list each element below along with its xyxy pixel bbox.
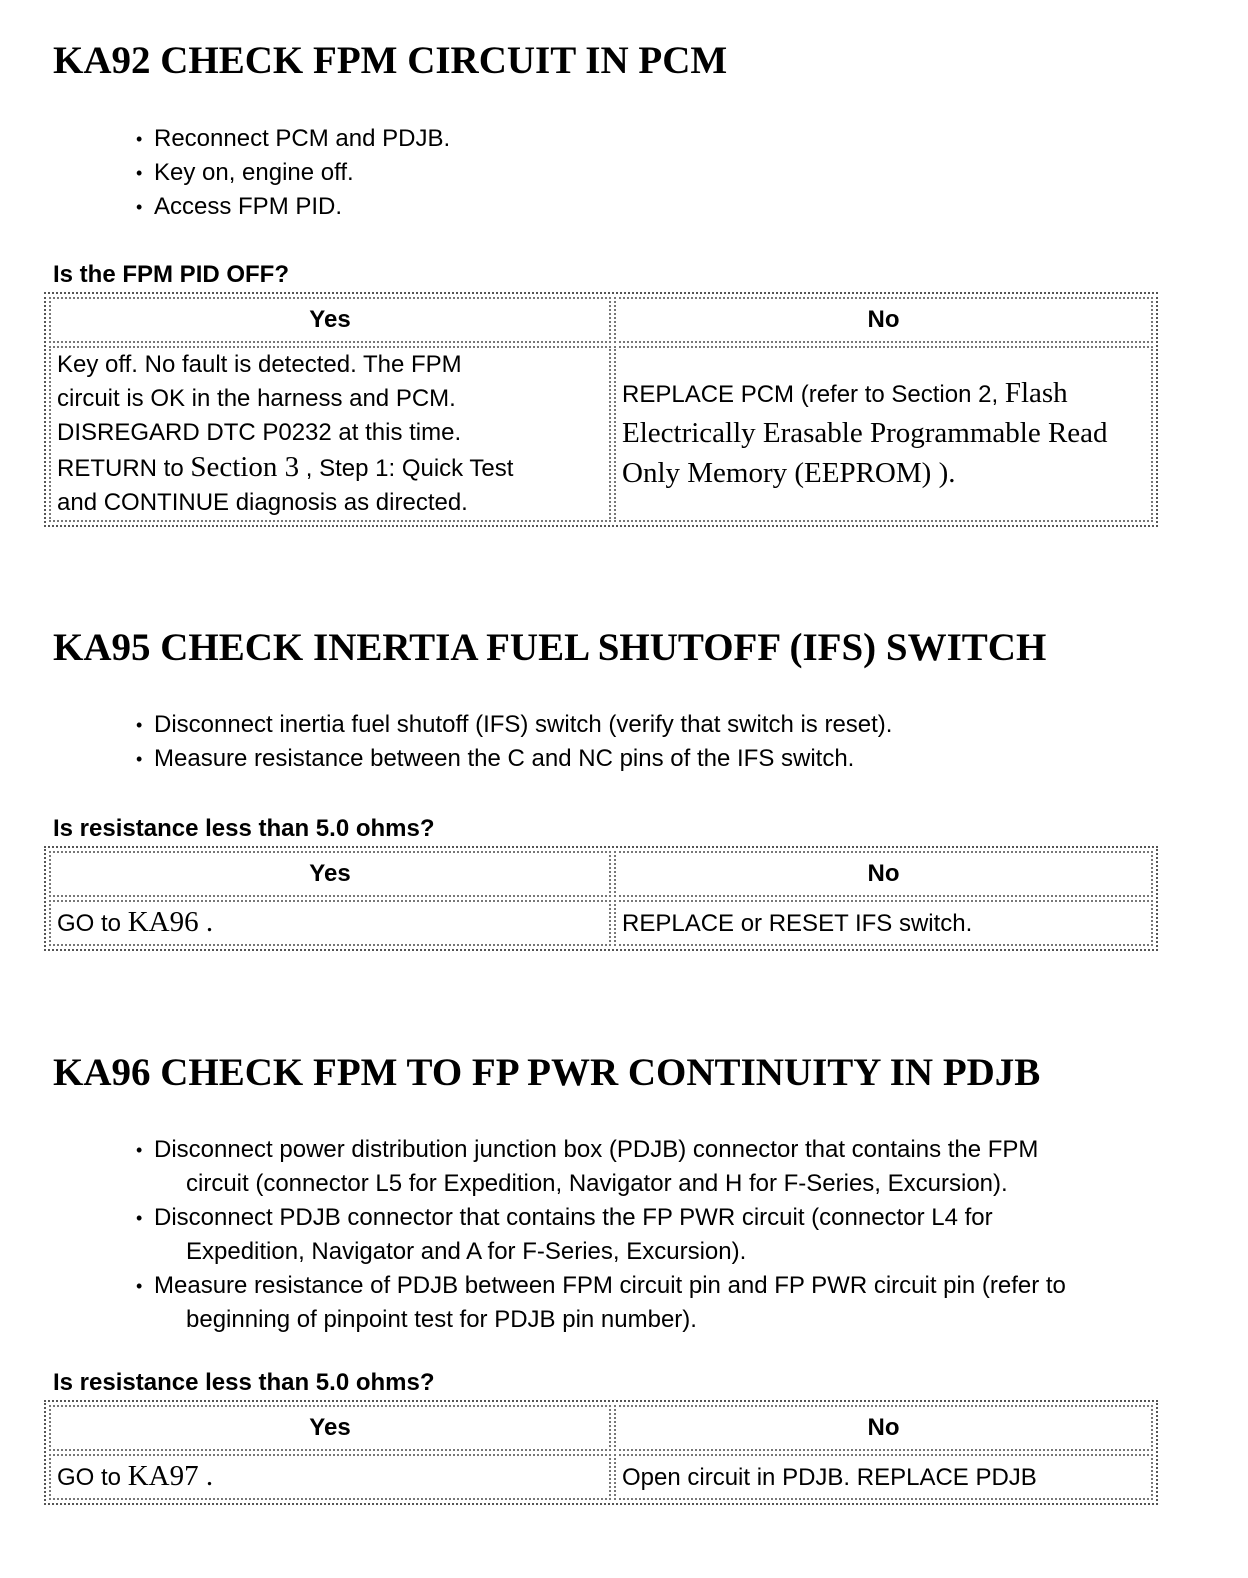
answer-table-ka95 [44, 846, 1158, 951]
yes-header: Yes [49, 1405, 611, 1451]
yes-cell [49, 1454, 611, 1500]
table-row [49, 1454, 1153, 1500]
table-header-row [49, 851, 1153, 897]
yes-line: circuit is OK in the harness and PCM. [57, 385, 456, 412]
step-item: • Access FPM PID. [136, 190, 450, 224]
step-item: • Key on, engine off. [136, 156, 450, 190]
step-line: circuit (connector L5 for Expedition, Navigator and H for F-Series, Excursion). [186, 1170, 1008, 1197]
eeprom-link[interactable]: Flash Electrically Erasable Programmable Read Only Memory (EEPROM) [622, 377, 1108, 489]
step-item [136, 1133, 1216, 1201]
no-text: REPLACE PCM (refer to Section 2, [622, 381, 1005, 408]
no-header: No [614, 1405, 1153, 1451]
step-item: • Measure resistance between the C and NC pins of the IFS switch. [136, 742, 892, 776]
step-line: Disconnect PDJB connector that contains the FP PWR circuit (connector L4 for [154, 1204, 993, 1231]
table-row [49, 900, 1153, 946]
no-header: No [614, 297, 1153, 343]
no-text: ). [931, 457, 956, 489]
yes-header: Yes [49, 297, 611, 343]
table-header-row [49, 297, 1153, 343]
yes-text: . [198, 1460, 214, 1492]
answer-table-ka92 [44, 292, 1158, 527]
step-line: Expedition, Navigator and A for F-Series, Excursion). [186, 1238, 747, 1265]
yes-line: DISREGARD DTC P0232 at this time. [57, 419, 462, 446]
no-cell: REPLACE or RESET IFS switch. [614, 900, 1153, 946]
steps-list-ka92 [136, 122, 450, 224]
question-ka92: Is the FPM PID OFF? [53, 261, 290, 288]
yes-cell [49, 346, 611, 522]
yes-text: . [198, 906, 214, 938]
no-header: No [614, 851, 1153, 897]
table-row [49, 346, 1153, 522]
section-title-ka92: KA92 CHECK FPM CIRCUIT IN PCM [53, 39, 728, 82]
ka97-link[interactable]: KA97 [127, 1460, 199, 1492]
question-ka96: Is resistance less than 5.0 ohms? [53, 1369, 435, 1396]
step-item [136, 1269, 1216, 1337]
no-cell [614, 346, 1153, 522]
yes-cell [49, 900, 611, 946]
yes-line: Key off. No fault is detected. The FPM [57, 351, 462, 378]
step-line: Disconnect power distribution junction box (PDJB) connector that contains the FPM [154, 1136, 1039, 1163]
section-3-link[interactable]: Section 3 [190, 451, 300, 483]
ka96-link[interactable]: KA96 [127, 906, 199, 938]
yes-text: GO to [57, 910, 128, 937]
steps-list-ka96 [136, 1133, 1216, 1337]
question-ka95: Is resistance less than 5.0 ohms? [53, 815, 435, 842]
answer-table-ka96 [44, 1400, 1158, 1505]
section-title-ka95: KA95 CHECK INERTIA FUEL SHUTOFF (IFS) SWITCH [53, 626, 1047, 669]
yes-line: RETURN to [57, 455, 191, 482]
yes-text: GO to [57, 1464, 128, 1491]
no-cell: Open circuit in PDJB. REPLACE PDJB [614, 1454, 1153, 1500]
step-line: beginning of pinpoint test for PDJB pin number). [186, 1306, 697, 1333]
step-item: • Reconnect PCM and PDJB. [136, 122, 450, 156]
table-header-row [49, 1405, 1153, 1451]
yes-line: , Step 1: Quick Test [299, 455, 514, 482]
section-title-ka96: KA96 CHECK FPM TO FP PWR CONTINUITY IN PDJB [53, 1051, 1041, 1094]
step-line: Measure resistance of PDJB between FPM circuit pin and FP PWR circuit pin (refer to [154, 1272, 1066, 1299]
yes-header: Yes [49, 851, 611, 897]
step-item: • Disconnect inertia fuel shutoff (IFS) switch (verify that switch is reset). [136, 708, 892, 742]
step-item [136, 1201, 1216, 1269]
yes-line: and CONTINUE diagnosis as directed. [57, 489, 468, 516]
steps-list-ka95 [136, 708, 892, 776]
